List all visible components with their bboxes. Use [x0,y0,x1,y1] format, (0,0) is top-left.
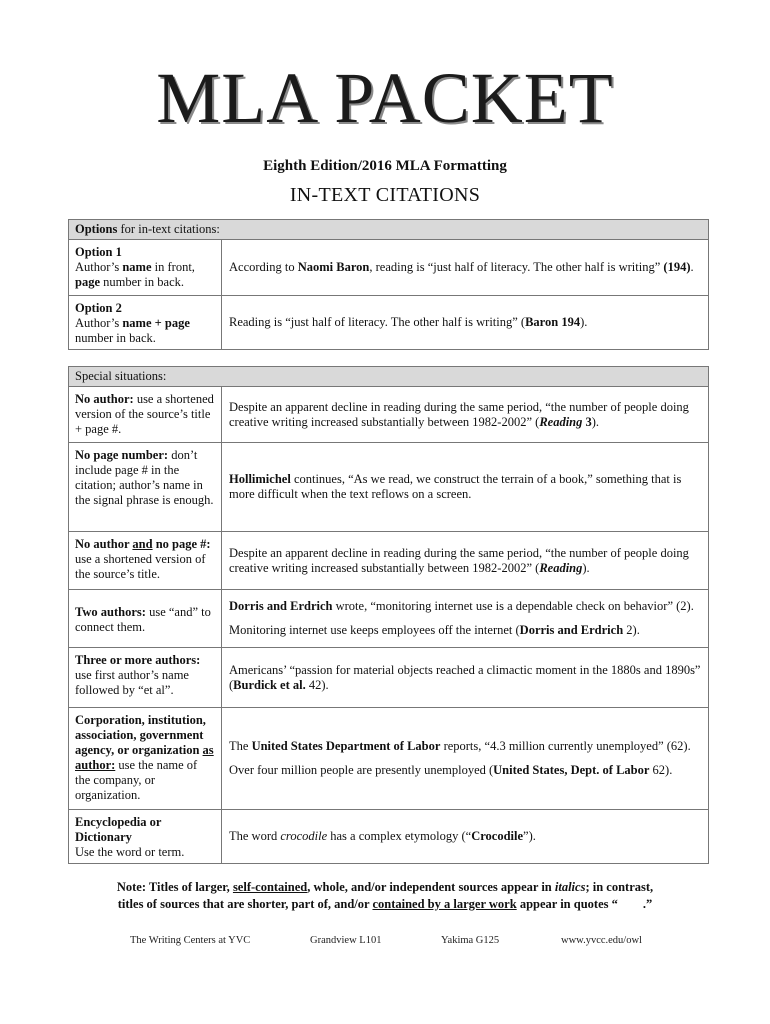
options-table-header [69,220,709,240]
options-heading-text: for in-text citations: [117,222,220,236]
option-1-row [69,240,709,296]
three-authors-example: Americans’ “passion for material objects reached a climactic moment in the 1880s and 1890s” (Burdick et al. 42). [222,648,709,708]
encyclopedia-description: Encyclopedia or Dictionary Use the word or term. [69,810,222,864]
three-authors-row [69,648,709,708]
no-author-no-page-row [69,532,709,590]
corporation-description: Corporation, institution, association, government agency, or organization as author: use the name of the company, or organization. [69,708,222,810]
options-table [68,219,709,350]
corporation-example: The United States Department of Labor reports, “4.3 million currently unemployed” (62). Over four million people are presently unemployed (United States, Dept. of Labor 62). [222,708,709,810]
no-page-example: Hollimichel continues, “As we read, we construct the terrain of a book,” something that is more difficult when the text reflows on a screen. [222,443,709,532]
option-2-description: Option 2 Author’s name + page number in back. [69,296,222,350]
option-2-row [69,296,709,350]
titles-note: Note: Titles of larger, self-contained, whole, and/or independent sources appear in italics; in contrast, titles of sources that are shorter, part of, and/or contained by a larger work appear in quotes “ .” [116,880,654,911]
corporation-row [69,708,709,810]
option-1-label: Option 1 [75,245,122,259]
page-title: MLA PACKET [156,58,614,138]
footer-url[interactable]: www.yvcc.edu/owl [561,935,642,946]
two-authors-description: Two authors: use “and” to connect them. [69,590,222,648]
two-authors-row [69,590,709,648]
special-heading: Special situations: [69,367,709,387]
footer-org: The Writing Centers at YVC [130,935,251,946]
no-author-example: Despite an apparent decline in reading during the same period, “the number of people doing creative writing increased substantially between 1982-2002” (Reading 3). [222,387,709,443]
encyclopedia-example: The word crocodile has a complex etymology (“Crocodile”). [222,810,709,864]
option-1-example: According to Naomi Baron, reading is “just half of literacy. The other half is writing” (194). [222,240,709,296]
footer-room-grandview: Grandview L101 [310,935,382,946]
three-authors-description: Three or more authors: use first author’s name followed by “et al”. [69,648,222,708]
no-author-row [69,387,709,443]
encyclopedia-row [69,810,709,864]
option-2-label: Option 2 [75,301,122,315]
no-page-row [69,443,709,532]
option-2-example: Reading is “just half of literacy. The other half is writing” (Baron 194). [222,296,709,350]
option-1-description: Option 1 Author’s name in front, page number in back. [69,240,222,296]
no-author-no-page-example: Despite an apparent decline in reading during the same period, “the number of people doing creative writing increased substantially between 1982-2002” (Reading). [222,532,709,590]
two-authors-example: Dorris and Erdrich wrote, “monitoring internet use is a dependable check on behavior” (2). Monitoring internet use keeps employees off the internet (Dorris and Erdrich 2). [222,590,709,648]
footer-room-yakima: Yakima G125 [441,935,500,946]
special-situations-table [68,366,709,864]
edition-subtitle: Eighth Edition/2016 MLA Formatting [263,158,507,174]
special-table-header [69,367,709,387]
no-page-description: No page number: don’t include page # in the citation; author’s name in the signal phrase is enough. [69,443,222,532]
no-author-description: No author: use a shortened version of the source’s title + page #. [69,387,222,443]
options-heading-bold: Options [75,222,118,236]
no-author-no-page-description: No author and no page #: use a shortened version of the source’s title. [69,532,222,590]
section-heading: IN-TEXT CITATIONS [289,184,481,206]
